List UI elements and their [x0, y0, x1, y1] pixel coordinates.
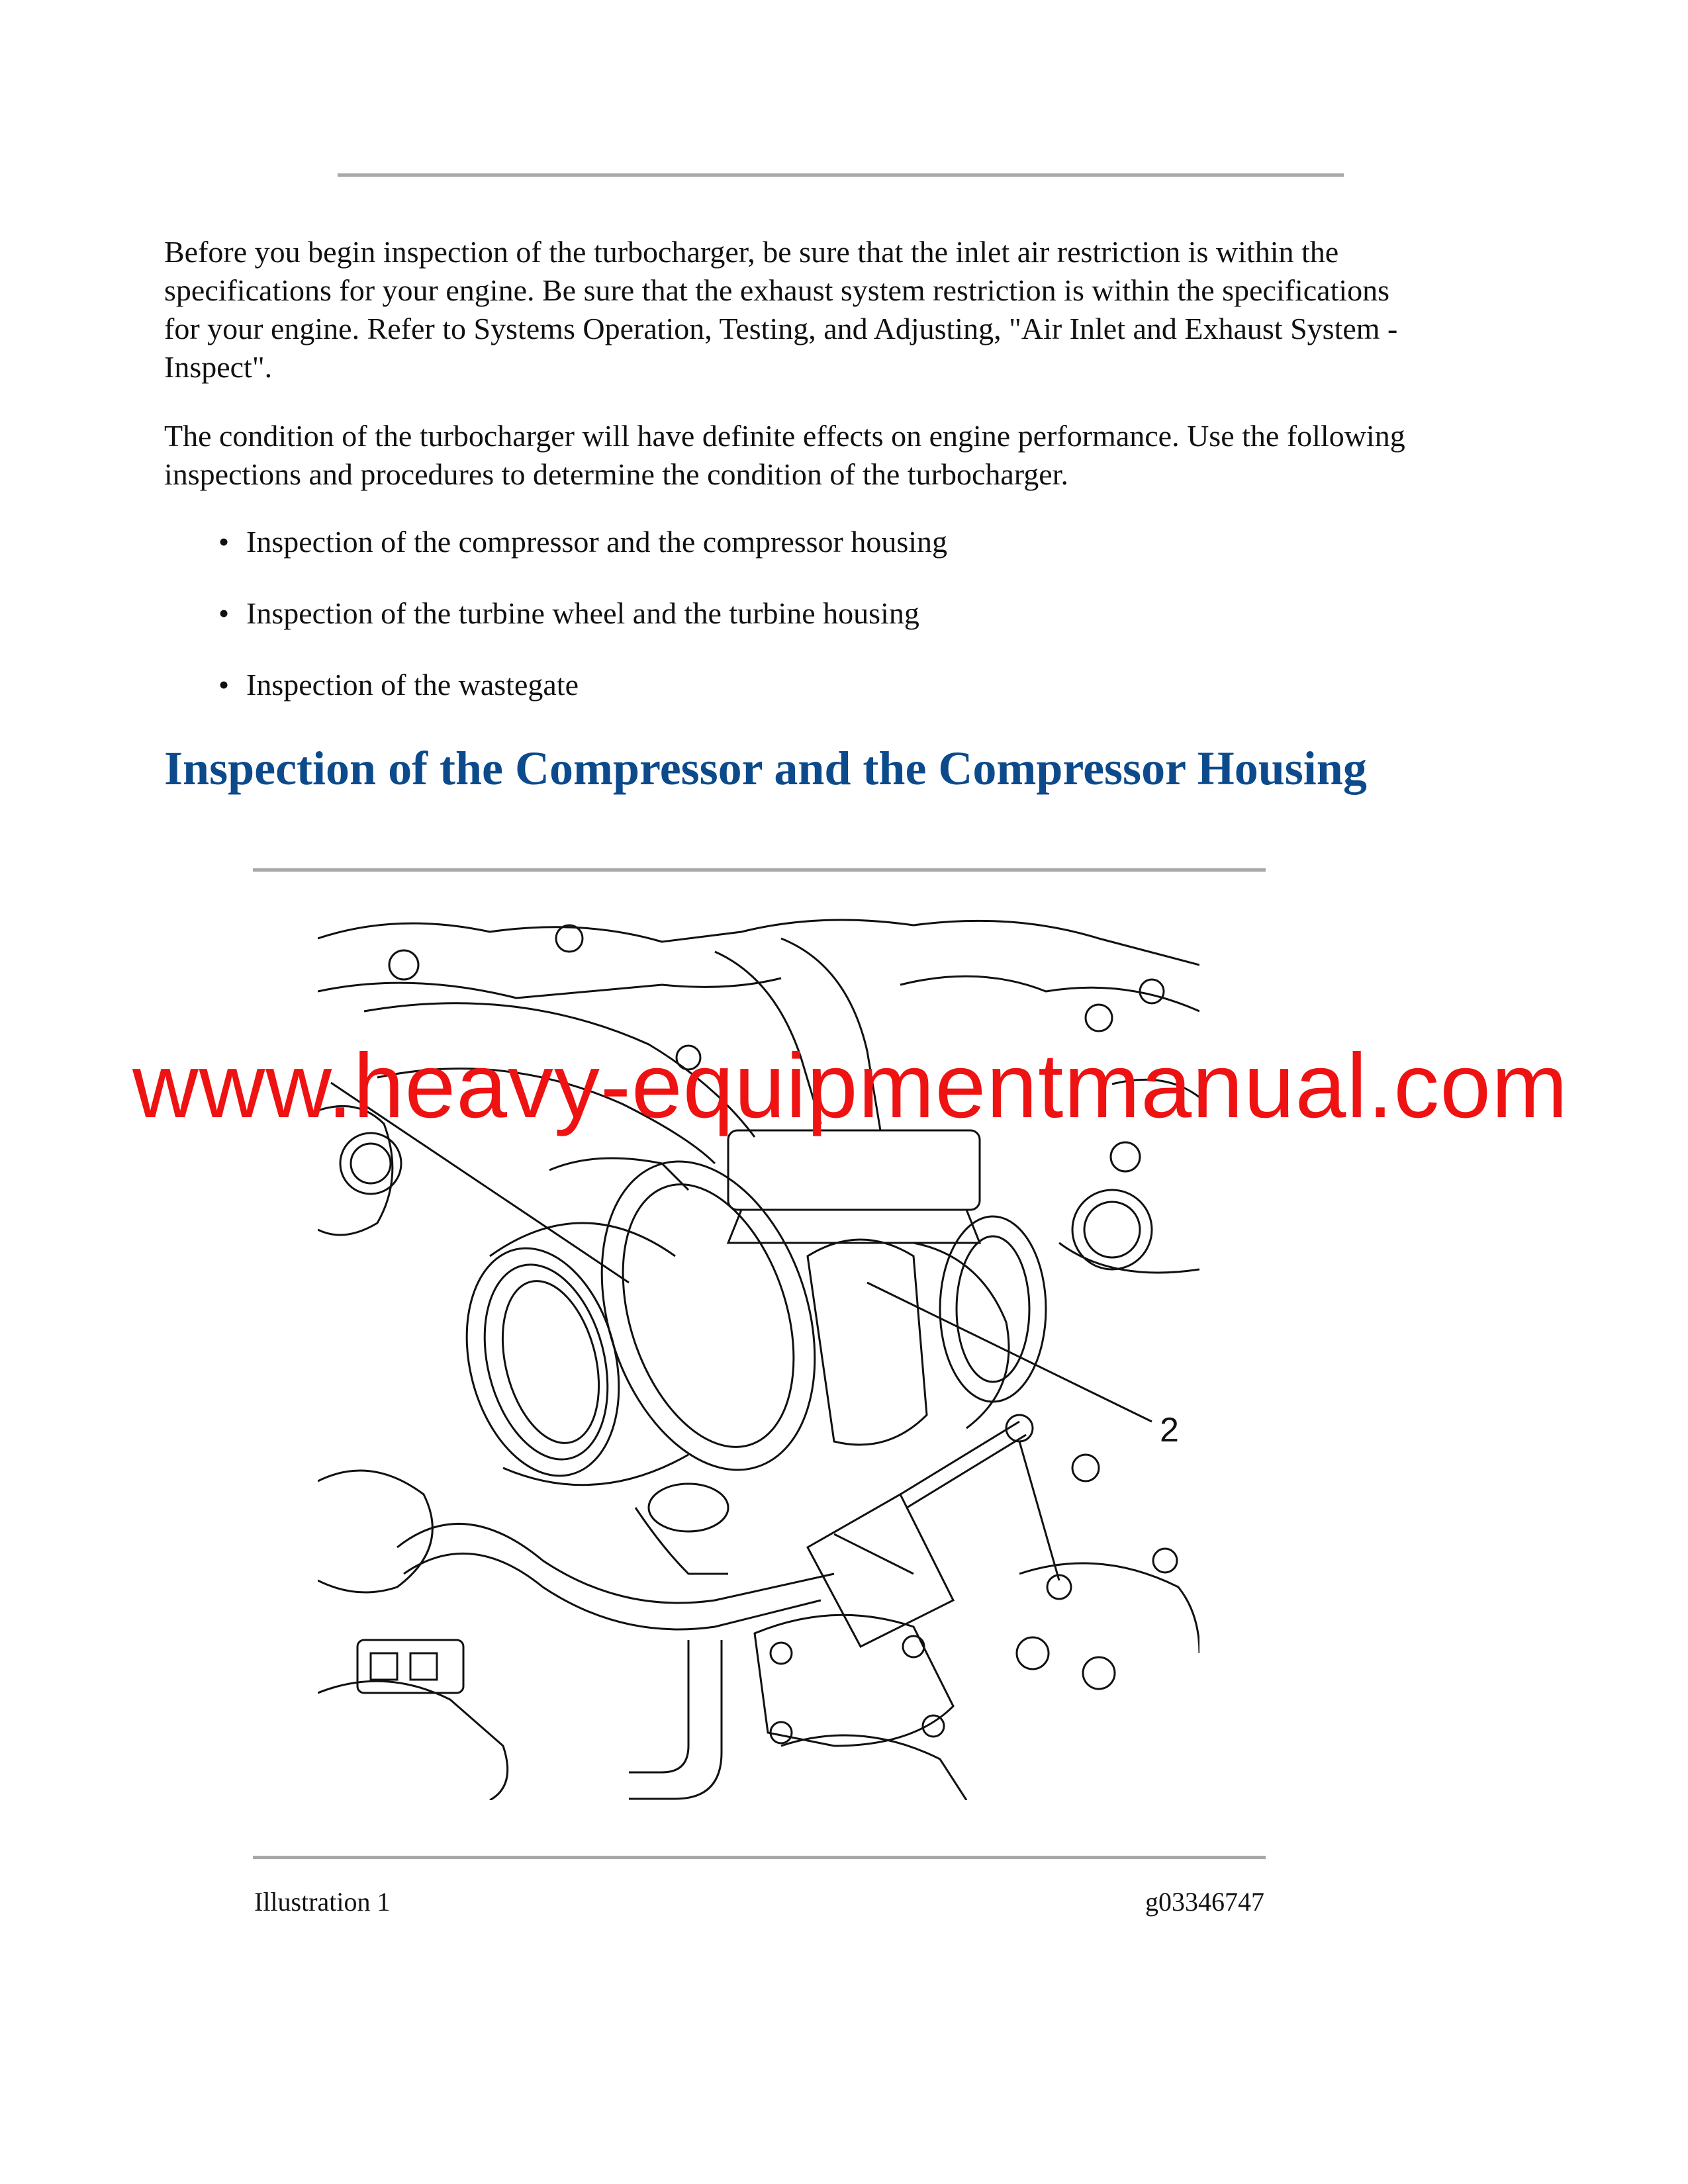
figure-bottom-rule: [253, 1856, 1266, 1859]
list-item: • Inspection of the turbine wheel and the turbine housing: [218, 594, 947, 666]
list-item: • Inspection of the wastegate: [218, 666, 947, 737]
inspection-list: [218, 523, 947, 737]
intro-paragraph: Before you begin inspection of the turbocharger, be sure that the inlet air restriction is within the specifications for your engine. Be sure that the exhaust system restriction is within the specifications for your engine. Refer to Systems Operation, Testing, and Adjusting, "Air Inlet and Exhaust System - Inspect".: [164, 235, 1398, 384]
figure-top-rule: [253, 868, 1266, 872]
top-rule: [338, 173, 1344, 177]
section-heading: Inspection of the Compressor and the Compressor Housing: [164, 742, 1367, 795]
callout-2: 2: [1160, 1411, 1179, 1449]
list-item: • Inspection of the compressor and the compressor housing: [218, 523, 947, 594]
illustration-label: Illustration 1: [254, 1887, 391, 1917]
graphic-id: g03346747: [1145, 1887, 1264, 1917]
condition-paragraph: The condition of the turbocharger will have definite effects on engine performance. Use the following inspections and procedures to determine the condition of the turbocharger.: [164, 419, 1405, 491]
watermark: www.heavy-equipmentmanual.com: [132, 1035, 1569, 1137]
